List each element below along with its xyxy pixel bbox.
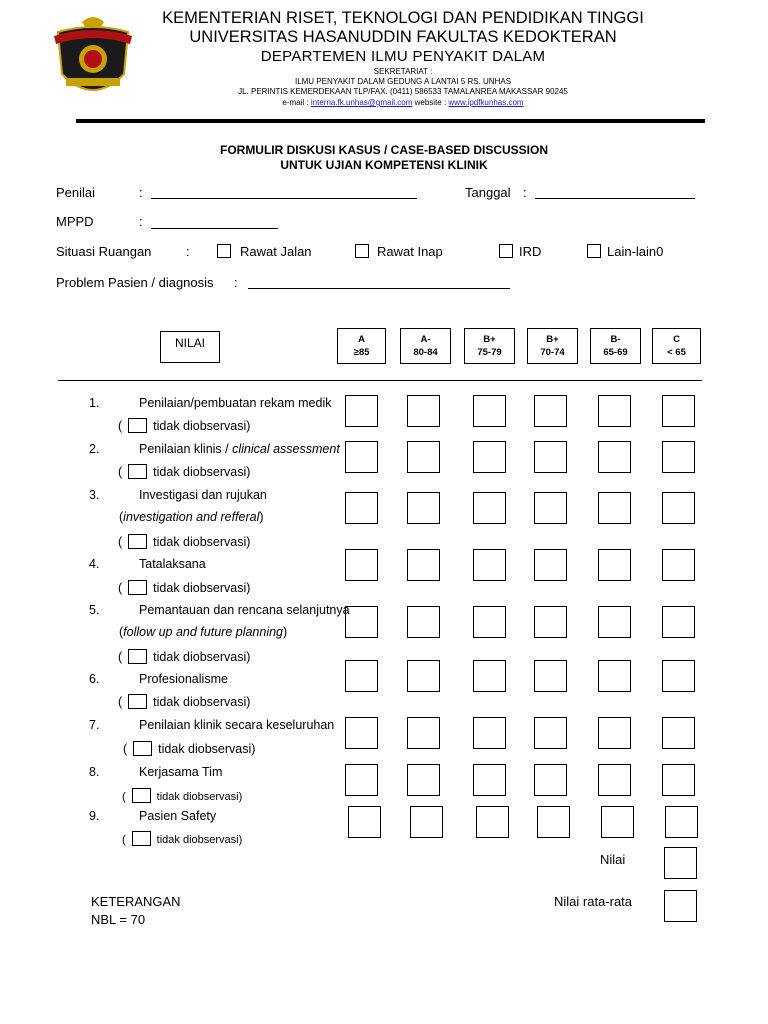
score-box-item6-col6[interactable] — [662, 660, 695, 692]
nilai-header: NILAI — [160, 331, 220, 363]
not-observed-label: tidak diobservasi) — [153, 465, 251, 479]
score-box-item9-col1[interactable] — [348, 806, 381, 838]
close-paren: ) — [283, 625, 288, 639]
tanggal-label: Tanggal — [465, 185, 511, 200]
not-observed-label: tidak diobservasi) — [156, 791, 243, 803]
not-observed-row — [118, 649, 250, 664]
score-box-item9-col3[interactable] — [476, 806, 509, 838]
score-box-item5-col2[interactable] — [407, 606, 440, 638]
score-box-item4-col6[interactable] — [662, 549, 695, 581]
item-text: Kerjasama Tim — [139, 765, 223, 779]
score-box-item5-col5[interactable] — [598, 606, 631, 638]
score-box-item1-col5[interactable] — [598, 395, 631, 427]
item-text: Tatalaksana — [139, 557, 206, 571]
score-box-item3-col5[interactable] — [598, 492, 631, 524]
contact-line — [138, 97, 668, 109]
item-number: 8. — [89, 765, 100, 779]
item-number: 6. — [89, 672, 100, 686]
score-box-item4-col2[interactable] — [407, 549, 440, 581]
score-box-item7-col3[interactable] — [473, 717, 506, 749]
grade-header-a-minus — [400, 328, 451, 364]
header-divider — [76, 119, 705, 123]
item-number: 9. — [89, 809, 100, 823]
item-text-line2 — [119, 625, 287, 639]
item-text: Investigasi dan rujukan — [139, 488, 267, 502]
ird-label: IRD — [519, 244, 542, 259]
score-box-item6-col3[interactable] — [473, 660, 506, 692]
situasi-label: Situasi Ruangan — [56, 244, 152, 259]
grade-range: 70-74 — [540, 347, 565, 358]
grade-header-b-plus-1 — [464, 328, 515, 364]
website-label: website : — [414, 98, 447, 107]
score-box-item2-col3[interactable] — [473, 441, 506, 473]
open-paren: ( — [122, 834, 126, 846]
nilai-total-label: Nilai — [600, 852, 626, 867]
score-box-item1-col4[interactable] — [534, 395, 567, 427]
score-box-item4-col5[interactable] — [598, 549, 631, 581]
grade-range: 65-69 — [603, 347, 628, 358]
university-title: UNIVERSITAS HASANUDDIN FAKULTAS KEDOKTERAN — [189, 28, 617, 46]
item-text: Penilaian klinik secara keseluruhan — [139, 718, 335, 732]
open-paren: ( — [119, 510, 124, 524]
open-paren: ( — [123, 742, 128, 756]
grade-range: ≥85 — [353, 347, 370, 358]
grade-header-c — [652, 328, 701, 364]
score-box-item1-col1[interactable] — [345, 395, 378, 427]
address-line-1: ILMU PENYAKIT DALAM GEDUNG A LANTAI 5 RS. UNHAS — [294, 77, 512, 86]
grade-header-a — [337, 328, 386, 364]
not-observed-row — [118, 534, 250, 549]
score-box-item6-col5[interactable] — [598, 660, 631, 692]
score-box-item2-col4[interactable] — [534, 441, 567, 473]
colon: : — [186, 244, 190, 259]
item-number: 3. — [89, 488, 100, 502]
score-box-item3-col4[interactable] — [534, 492, 567, 524]
score-box-item7-col1[interactable] — [345, 717, 378, 749]
score-box-item2-col6[interactable] — [662, 441, 695, 473]
score-box-item6-col1[interactable] — [345, 660, 378, 692]
score-box-item2-col2[interactable] — [407, 441, 440, 473]
item-text: Profesionalisme — [139, 672, 228, 686]
keterangan-label: KETERANGAN — [91, 894, 181, 909]
score-box-item3-col2[interactable] — [407, 492, 440, 524]
item-number: 7. — [89, 718, 100, 732]
not-observed-label: tidak diobservasi) — [153, 419, 251, 433]
score-box-item7-col6[interactable] — [662, 717, 695, 749]
not-observed-label: tidak diobservasi) — [153, 581, 251, 595]
rawat-jalan-checkbox[interactable] — [217, 244, 231, 258]
not-observed-checkbox[interactable] — [128, 534, 147, 549]
open-paren: ( — [118, 535, 123, 549]
score-box-item8-col5[interactable] — [598, 764, 631, 796]
item-text — [139, 442, 340, 456]
open-paren: ( — [118, 650, 123, 664]
score-box-item8-col2[interactable] — [407, 764, 440, 796]
score-box-item1-col2[interactable] — [407, 395, 440, 427]
score-box-item9-col2[interactable] — [410, 806, 443, 838]
score-box-item5-col6[interactable] — [662, 606, 695, 638]
score-box-item3-col6[interactable] — [662, 492, 695, 524]
open-paren: ( — [118, 695, 123, 709]
ird-checkbox[interactable] — [499, 244, 513, 258]
department-title: DEPARTEMEN ILMU PENYAKIT DALAM — [260, 48, 546, 65]
nilai-total-box[interactable] — [664, 847, 697, 879]
grade-letter: A- — [420, 334, 431, 345]
open-paren: ( — [118, 419, 123, 433]
not-observed-row — [118, 464, 250, 479]
score-box-item9-col6[interactable] — [665, 806, 698, 838]
grade-letter: A — [358, 334, 365, 345]
score-box-item8-col6[interactable] — [662, 764, 695, 796]
lain-lain-checkbox[interactable] — [587, 244, 601, 258]
colon: : — [139, 214, 143, 229]
grade-letter: B+ — [546, 334, 559, 345]
grade-header-b-minus — [590, 328, 641, 364]
not-observed-label: tidak diobservasi) — [153, 535, 251, 549]
open-paren: ( — [119, 625, 124, 639]
open-paren: ( — [118, 465, 123, 479]
colon: : — [234, 275, 238, 290]
email-label: e-mail : — [282, 98, 309, 107]
score-box-item3-col3[interactable] — [473, 492, 506, 524]
mppd-label: MPPD — [56, 214, 94, 229]
secretariat-label: SEKRETARIAT : — [373, 67, 433, 76]
lain-lain-label: Lain-lain0 — [607, 244, 664, 259]
item-text-italic: clinical assessment — [232, 442, 340, 456]
not-observed-label: tidak diobservasi) — [153, 650, 251, 664]
not-observed-row — [118, 580, 250, 595]
item-text: Pasien Safety — [139, 809, 217, 823]
score-box-item7-col5[interactable] — [598, 717, 631, 749]
not-observed-checkbox[interactable] — [128, 694, 147, 709]
nbl-text: NBL = 70 — [91, 912, 146, 927]
score-box-item5-col3[interactable] — [473, 606, 506, 638]
form-subtitle: UNTUK UJIAN KOMPETENSI KLINIK — [280, 158, 488, 172]
item-number: 1. — [89, 396, 100, 410]
not-observed-row — [123, 741, 255, 756]
not-observed-label: tidak diobservasi) — [158, 742, 256, 756]
score-box-item9-col4[interactable] — [537, 806, 570, 838]
grade-letter: C — [673, 334, 680, 345]
item-text-italic: follow up and future planning — [123, 625, 284, 639]
score-box-item4-col4[interactable] — [534, 549, 567, 581]
penilai-field[interactable] — [151, 198, 417, 199]
grade-range: 75-79 — [477, 347, 502, 358]
not-observed-label: tidak diobservasi) — [153, 695, 251, 709]
score-box-item5-col1[interactable] — [345, 606, 378, 638]
not-observed-label: tidak diobservasi) — [156, 834, 243, 846]
item-text: Pemantauan dan rencana selanjutnya — [139, 603, 350, 617]
score-box-item7-col2[interactable] — [407, 717, 440, 749]
address-line-2: JL. PERINTIS KEMERDEKAAN TLP/FAX. (0411) 586533 TAMALANREA MAKASSAR 90245 — [238, 87, 568, 96]
open-paren: ( — [122, 791, 126, 803]
grade-header-b-plus-2 — [527, 328, 578, 364]
open-paren: ( — [118, 581, 123, 595]
score-box-item8-col3[interactable] — [473, 764, 506, 796]
grade-letter: B- — [610, 334, 621, 345]
score-box-item8-col4[interactable] — [534, 764, 567, 796]
item-number: 2. — [89, 442, 100, 456]
score-box-item8-col1[interactable] — [345, 764, 378, 796]
not-observed-checkbox[interactable] — [128, 464, 147, 479]
university-logo — [52, 14, 134, 102]
colon: : — [139, 185, 143, 200]
score-box-item7-col4[interactable] — [534, 717, 567, 749]
score-box-item1-col3[interactable] — [473, 395, 506, 427]
problem-field[interactable] — [248, 288, 510, 289]
item-number: 4. — [89, 557, 100, 571]
rawat-inap-checkbox[interactable] — [355, 244, 369, 258]
score-box-item5-col4[interactable] — [534, 606, 567, 638]
item-text: Penilaian/pembuatan rekam medik — [139, 396, 332, 410]
nilai-rata-box[interactable] — [664, 890, 697, 922]
score-box-item1-col6[interactable] — [662, 395, 695, 427]
ministry-title: KEMENTERIAN RISET, TEKNOLOGI DAN PENDIDIKAN TINGGI — [162, 9, 644, 27]
not-observed-checkbox[interactable] — [128, 580, 147, 595]
mppd-field[interactable] — [151, 228, 278, 229]
section-divider — [58, 380, 702, 381]
not-observed-row — [122, 831, 242, 846]
not-observed-row — [118, 694, 250, 709]
item-text-italic: investigation and refferal — [123, 510, 260, 524]
score-box-item9-col5[interactable] — [601, 806, 634, 838]
nilai-rata-label: Nilai rata-rata — [554, 894, 633, 909]
item-text-line2 — [119, 510, 264, 524]
problem-label: Problem Pasien / diagnosis — [56, 275, 214, 290]
website-link[interactable]: www.ipdfkunhas.com — [448, 98, 524, 107]
not-observed-checkbox[interactable] — [133, 741, 152, 756]
tanggal-field[interactable] — [535, 198, 695, 199]
item-number: 5. — [89, 603, 100, 617]
grade-range: < 65 — [667, 347, 686, 358]
colon: : — [523, 185, 527, 200]
item-text-main: Penilaian klinis / — [139, 442, 233, 456]
rawat-jalan-label: Rawat Jalan — [240, 244, 312, 259]
not-observed-row — [118, 418, 250, 433]
score-box-item2-col1[interactable] — [345, 441, 378, 473]
score-box-item3-col1[interactable] — [345, 492, 378, 524]
score-box-item4-col3[interactable] — [473, 549, 506, 581]
not-observed-checkbox[interactable] — [132, 788, 151, 803]
email-link[interactable]: interna.fk.unhas@gmail.com — [310, 98, 413, 107]
not-observed-checkbox[interactable] — [128, 649, 147, 664]
score-box-item4-col1[interactable] — [345, 549, 378, 581]
score-box-item6-col2[interactable] — [407, 660, 440, 692]
form-title: FORMULIR DISKUSI KASUS / CASE-BASED DISCUSSION — [219, 143, 549, 157]
grade-range: 80-84 — [413, 347, 438, 358]
not-observed-checkbox[interactable] — [132, 831, 151, 846]
not-observed-checkbox[interactable] — [128, 418, 147, 433]
grade-letter: B+ — [483, 334, 496, 345]
not-observed-row — [122, 788, 242, 803]
rawat-inap-label: Rawat Inap — [377, 244, 443, 259]
close-paren: ) — [259, 510, 264, 524]
score-box-item6-col4[interactable] — [534, 660, 567, 692]
penilai-label: Penilai — [56, 185, 96, 200]
score-box-item2-col5[interactable] — [598, 441, 631, 473]
